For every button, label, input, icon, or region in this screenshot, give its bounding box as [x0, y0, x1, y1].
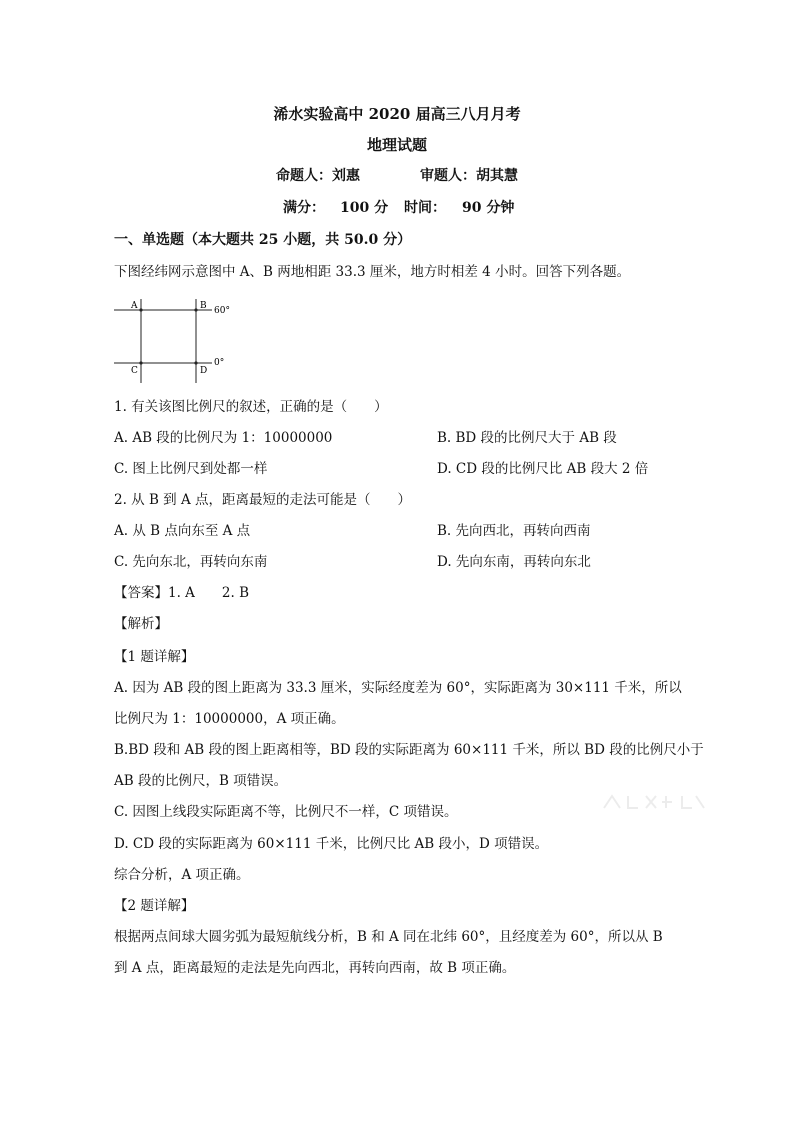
point-b — [194, 308, 197, 311]
q1-detail-heading: 【1 题详解】 — [114, 649, 195, 665]
q1-detail-line: C. 因图上线段实际距离不等，比例尺不一样，C 项错误。 — [114, 804, 458, 820]
q1-detail-line: 综合分析，A 项正确。 — [114, 867, 250, 883]
section-heading: 一、单选题（本大题共 25 小题，共 50.0 分） — [114, 232, 412, 248]
latitude-0-label: 0° — [214, 358, 225, 368]
question-1-option-a: A. AB 段的比例尺为 1：10000000 — [114, 430, 333, 446]
question-2-option-a: A. 从 B 点向东至 A 点 — [114, 523, 251, 539]
question-1-option-d: D. CD 段的比例尺比 AB 段大 2 倍 — [437, 461, 649, 477]
setter-label: 命题人：刘惠 — [276, 168, 360, 184]
watermark-logo — [600, 790, 710, 814]
question-2-option-c: C. 先向东北，再转向东南 — [114, 554, 268, 570]
time-label: 时间： — [404, 200, 446, 216]
question-2-stem: 2. 从 B 到 A 点，距离最短的走法可能是（ ） — [114, 492, 412, 508]
q1-detail-line: AB 段的比例尺，B 项错误。 — [114, 773, 288, 789]
q1-detail-line: A. 因为 AB 段的图上距离为 33.3 厘米，实际经度差为 60°，实际距离为 30×111 千米，所以 — [114, 680, 682, 696]
subject-title: 地理试题 — [366, 136, 427, 154]
score-label: 满分： — [283, 200, 325, 216]
q1-detail-line: B.BD 段和 AB 段的图上距离相等，BD 段的实际距离为 60×111 千米，所以 BD 段的比例尺小于 — [114, 742, 704, 758]
label-d: D — [200, 366, 208, 376]
label-a: A — [131, 301, 138, 311]
question-1-option-c: C. 图上比例尺到处都一样 — [114, 461, 268, 477]
graticule-figure — [110, 295, 240, 387]
question-2-option-b: B. 先向西北，再转向西南 — [437, 523, 591, 539]
q2-detail-heading: 【2 题详解】 — [114, 898, 195, 914]
point-a — [139, 308, 142, 311]
score-value: 100 分 — [340, 200, 389, 216]
latitude-60-label: 60° — [214, 306, 230, 316]
time-value: 90 分钟 — [462, 200, 515, 216]
q1-detail-line: 比例尺为 1：10000000，A 项正确。 — [114, 711, 345, 727]
label-b: B — [200, 301, 207, 311]
q2-detail-line: 到 A 点，距离最短的走法是先向西北，再转向西南，故 B 项正确。 — [114, 960, 516, 976]
question-1-stem: 1. 有关该图比例尺的叙述，正确的是（ ） — [114, 399, 388, 415]
question-2-option-d: D. 先向东南，再转向东北 — [437, 554, 591, 570]
answer-row — [114, 581, 249, 601]
answer-text: 1. A 2. B — [168, 585, 250, 601]
point-c — [139, 361, 142, 364]
point-d — [194, 361, 197, 364]
exam-title: 浠水实验高中 2020 届高三八月月考 — [273, 105, 521, 123]
question-1-option-b: B. BD 段的比例尺大于 AB 段 — [437, 430, 617, 446]
q1-detail-line: D. CD 段的实际距离为 60×111 千米，比例尺比 AB 段小，D 项错误。 — [114, 836, 549, 852]
reviewer-label: 审题人：胡其慧 — [420, 168, 518, 184]
analysis-label: 【解析】 — [114, 616, 168, 632]
section-intro: 下图经纬网示意图中 A、B 两地相距 33.3 厘米，地方时相差 4 小时。回答下列各题。 — [114, 264, 631, 280]
answer-label: 【答案】 — [114, 585, 168, 601]
label-c: C — [131, 366, 138, 376]
q2-detail-line: 根据两点间球大圆劣弧为最短航线分析，B 和 A 同在北纬 60°，且经度差为 60°，所以从 B — [114, 929, 663, 945]
